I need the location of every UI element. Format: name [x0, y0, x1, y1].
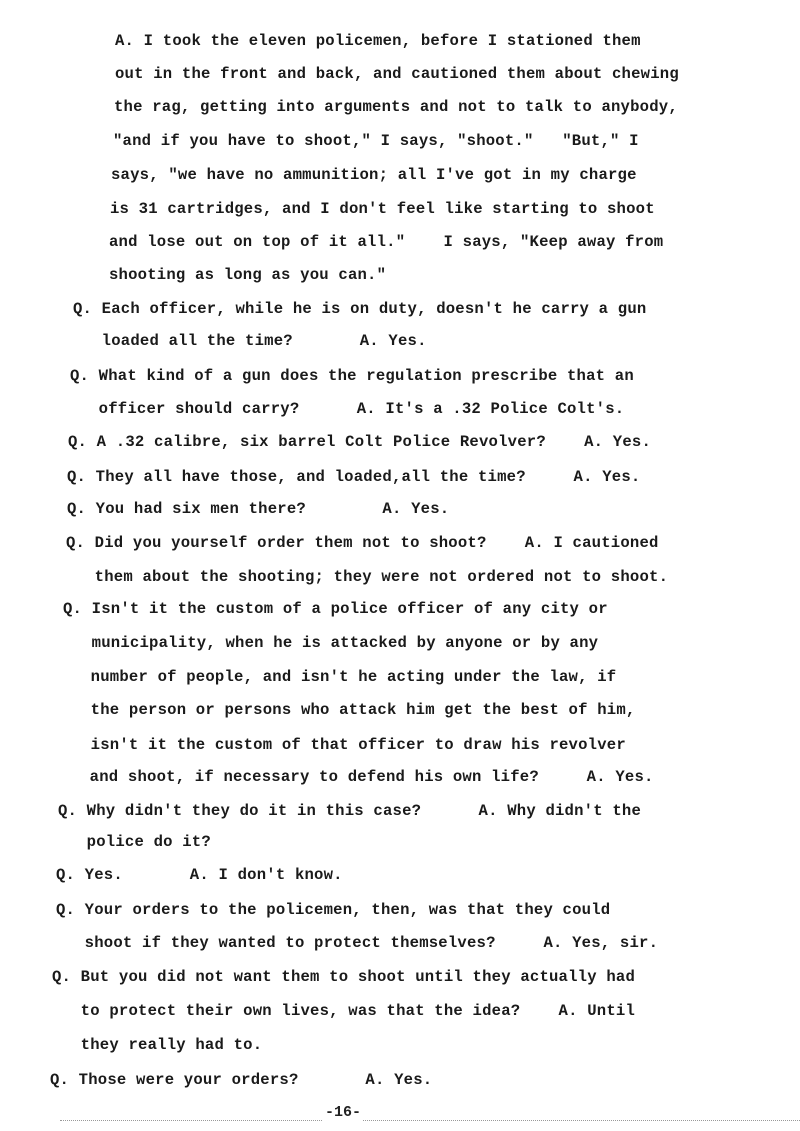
transcript-line: shooting as long as you can."	[109, 266, 387, 284]
question-line: Q. Your orders to the policemen, then, was that they could	[56, 901, 611, 919]
transcript-line: and lose out on top of it all." I says, "Keep away from	[109, 233, 664, 251]
transcript-line: they really had to.	[52, 1036, 263, 1054]
transcript-line: is 31 cartridges, and I don't feel like starting to shoot	[110, 200, 655, 218]
transcript-line: "and if you have to shoot," I says, "shoot." "But," I	[113, 132, 639, 150]
question-line: Q. Yes. A. I don't know.	[56, 866, 343, 884]
question-line: Q. But you did not want them to shoot until they actually had	[52, 968, 636, 986]
transcript-line: and shoot, if necessary to defend his own life? A. Yes.	[61, 768, 654, 786]
transcript-line: loaded all the time? A. Yes.	[73, 332, 427, 350]
question-line: Q. They all have those, and loaded,all the time? A. Yes.	[67, 468, 641, 486]
question-line: Q. Isn't it the custom of a police officer of any city or	[63, 600, 608, 618]
question-line: Q. Each officer, while he is on duty, doesn't he carry a gun	[73, 300, 647, 318]
footer-dotted-rule	[60, 1120, 800, 1121]
transcript-line: them about the shooting; they were not ordered not to shoot.	[66, 568, 669, 586]
transcript-line: the person or persons who attack him get the best of him,	[62, 701, 636, 719]
transcript-line: says, "we have no ammunition; all I've got in my charge	[111, 166, 637, 184]
transcript-line: isn't it the custom of that officer to draw his revolver	[62, 736, 626, 754]
transcript-line: number of people, and isn't he acting under the law, if	[62, 668, 617, 686]
transcript-line: municipality, when he is attacked by anyone or by any	[63, 634, 599, 652]
question-line: Q. A .32 calibre, six barrel Colt Police Revolver? A. Yes.	[68, 433, 652, 451]
question-line: Q. What kind of a gun does the regulation prescribe that an	[70, 367, 634, 385]
question-line: Q. You had six men there? A. Yes.	[67, 500, 450, 518]
transcript-line: out in the front and back, and cautioned them about chewing	[115, 65, 679, 83]
question-line: Q. Those were your orders? A. Yes.	[50, 1071, 433, 1089]
page-footer	[60, 1104, 760, 1124]
question-line: Q. Did you yourself order them not to shoot? A. I cautioned	[66, 534, 659, 552]
transcript-line: police do it?	[58, 833, 211, 851]
page-number: -16-	[325, 1104, 362, 1121]
question-line: Q. Why didn't they do it in this case? A. Why didn't the	[58, 802, 642, 820]
transcript-line: officer should carry? A. It's a .32 Police Colt's.	[70, 400, 625, 418]
transcript-line: the rag, getting into arguments and not to talk to anybody,	[114, 98, 678, 116]
transcript-line: shoot if they wanted to protect themselves? A. Yes, sir.	[56, 934, 659, 952]
answer-line: A. I took the eleven policemen, before I stationed them	[115, 32, 641, 50]
transcript-line: to protect their own lives, was that the idea? A. Until	[52, 1002, 636, 1020]
